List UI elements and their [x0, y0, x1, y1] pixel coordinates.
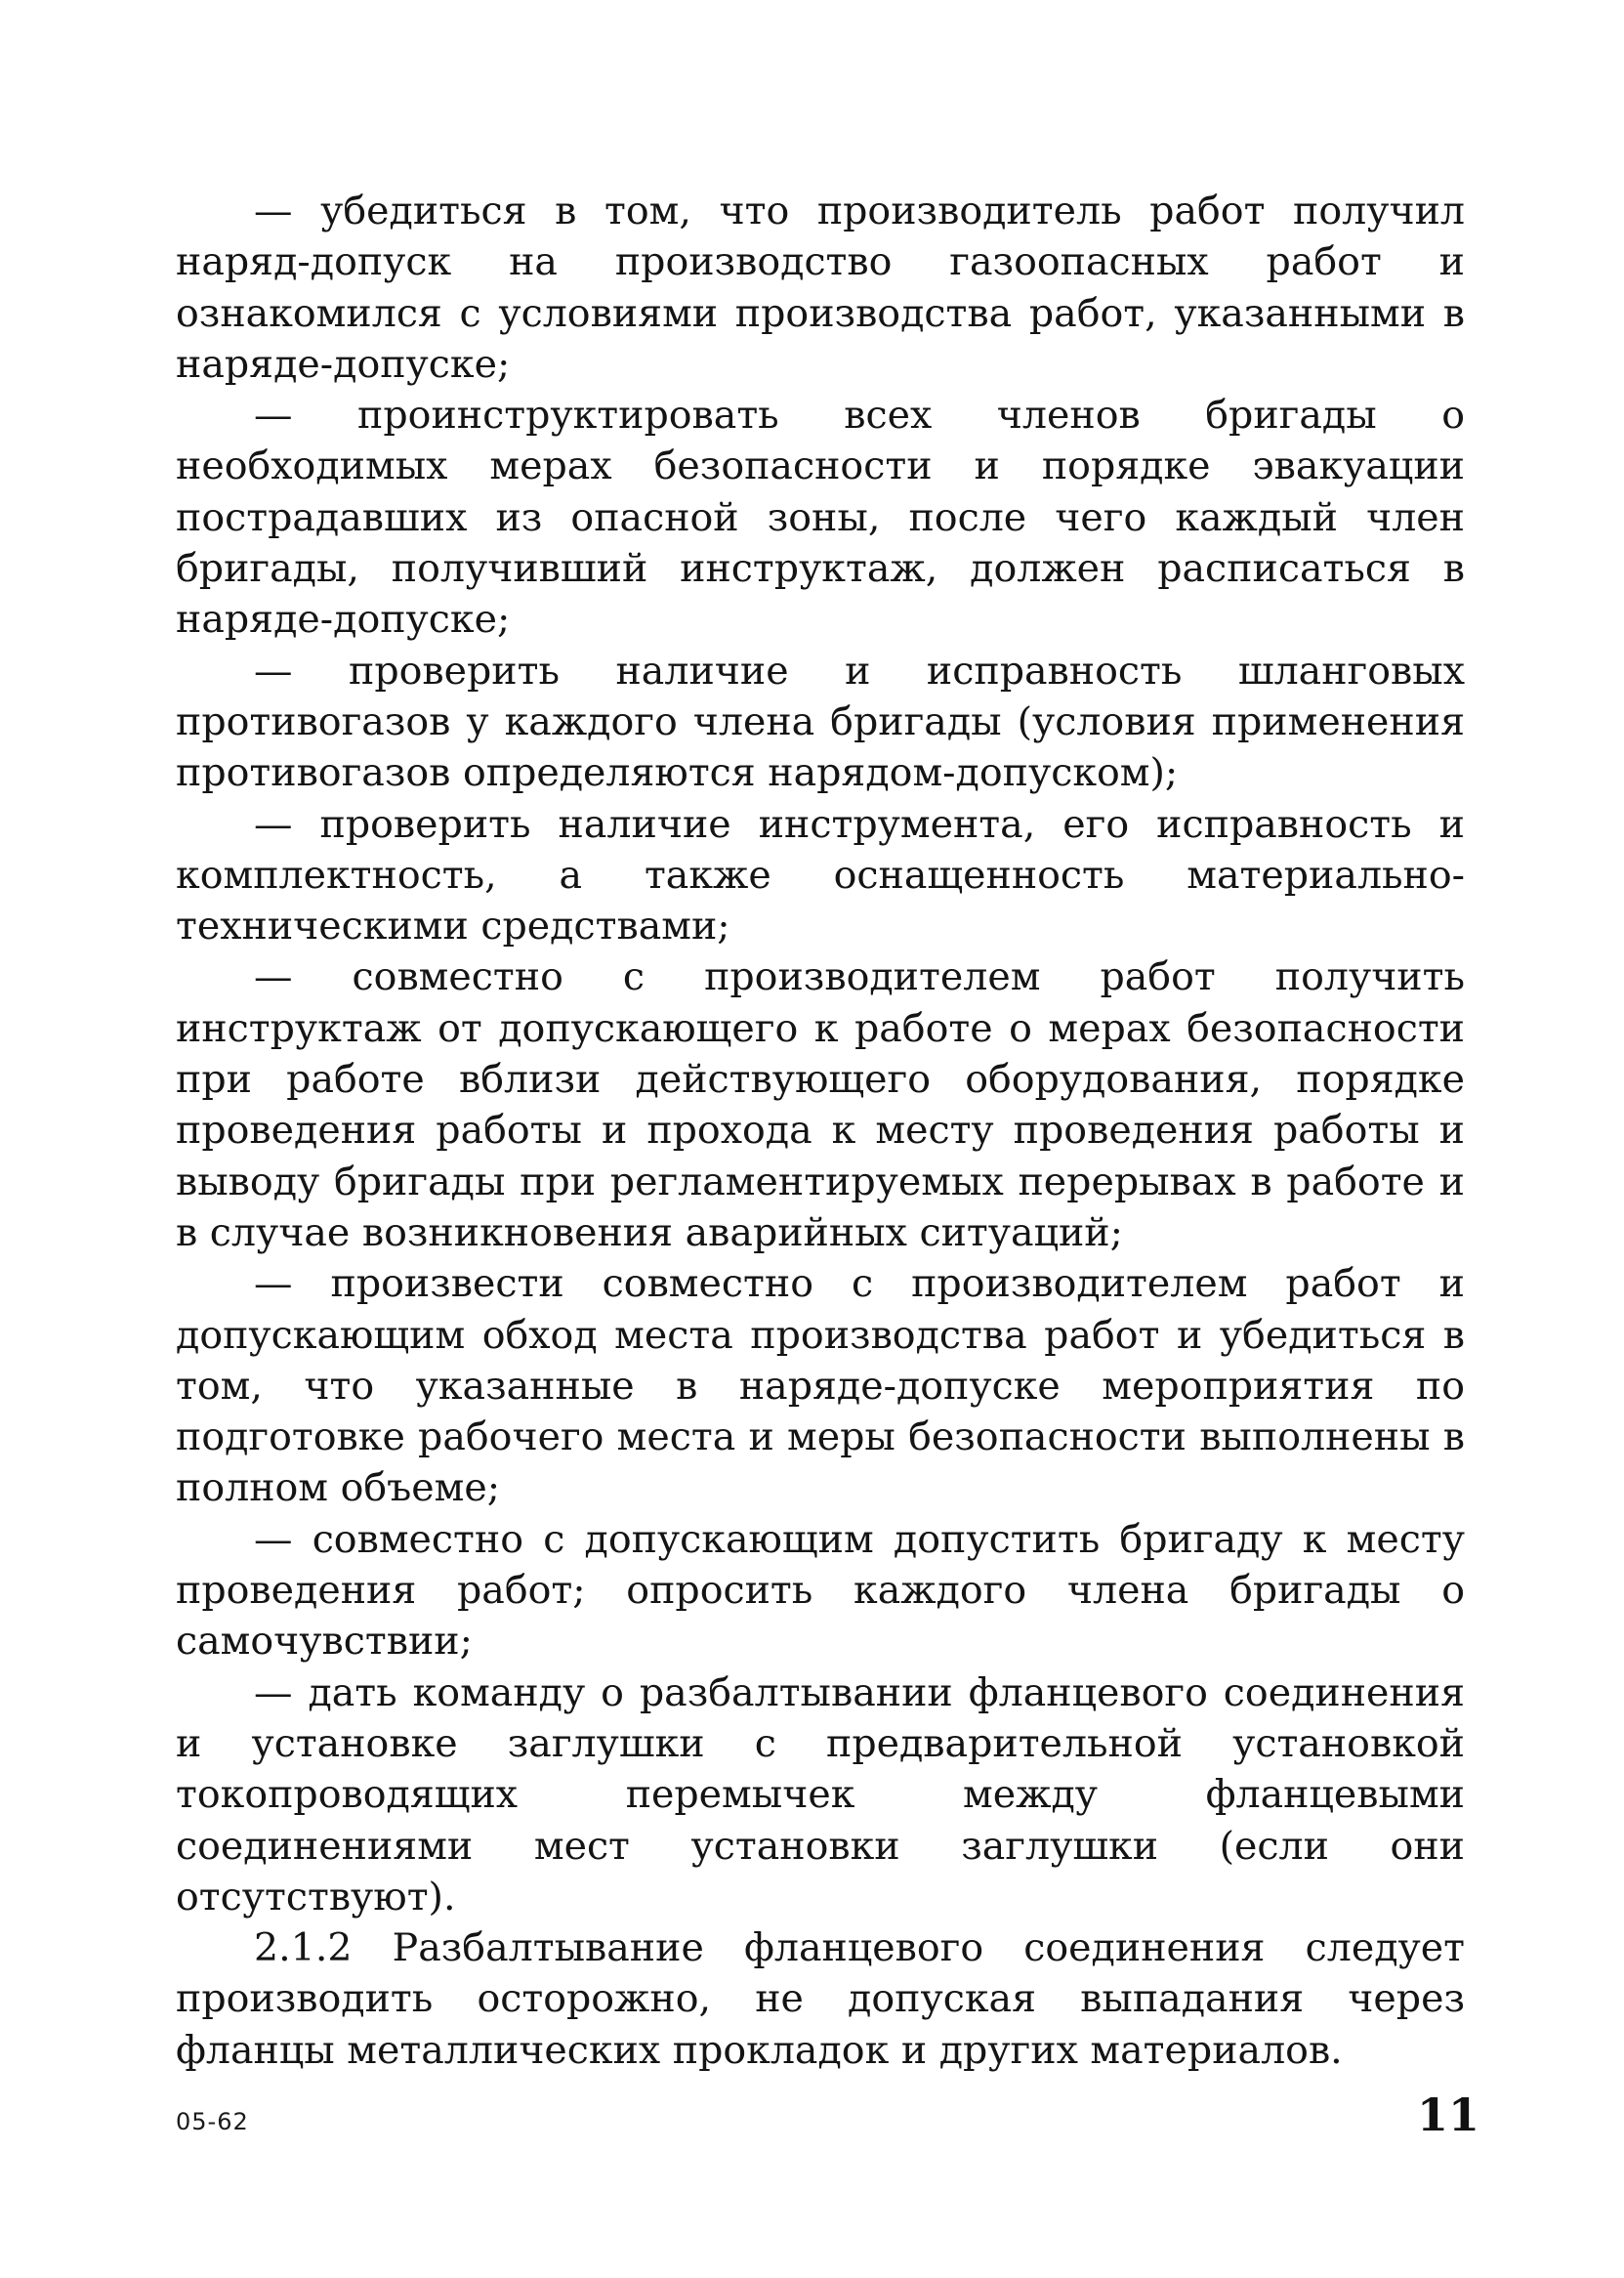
paragraph-2: — проинструктировать всех членов бригады о необходимых мерах безопасности и порядке эвакуации пострадавших из опасной зоны, после чего каждый член бригады, получивший инструктаж, должен расписаться в наряде-допуске;	[176, 393, 1465, 643]
paragraph-4: — проверить наличие инструмента, его исправность и комплектность, а также оснащенность материально-техническими средствами;	[176, 801, 1465, 949]
page-number: 11	[1416, 2088, 1479, 2141]
paragraph-7: — совместно с допускающим допустить бригаду к месту проведения работ; опросить каждого члена бригады о самочувствии;	[176, 1516, 1465, 1665]
paragraph-8: — дать команду о разбалтывании фланцевого соединения и установке заглушки с предварительной установкой токопроводящих перемычек между фланцевыми соединениями мест установки заглушки (если они отсутствуют).	[176, 1669, 1465, 1919]
footer-code: 05-62	[176, 2108, 249, 2135]
paragraph-1: — убедиться в том, что производитель работ получил наряд-допуск на производство газоопасных работ и ознакомился с условиями производства работ, указанными в наряде-допуске;	[176, 189, 1465, 387]
paragraph-3: — проверить наличие и исправность шланговых противогазов у каждого члена бригады (условия применения противогазов определяются нарядом-допуском);	[176, 648, 1465, 796]
body-text	[176, 186, 1465, 2076]
paragraph-6: — произвести совместно с производителем работ и допускающим обход места производства работ и убедиться в том, что указанные в наряде-допуске мероприятия по подготовке рабочего места и меры безопасности выполнены в полном объеме;	[176, 1261, 1465, 1511]
paragraph-9: 2.1.2 Разбалтывание фланцевого соединения следует производить осторожно, не допуская выпадания через фланцы металлических прокладок и других материалов.	[176, 1925, 1465, 2073]
paragraph-5: — совместно с производителем работ получить инструктаж от допускающего к работе о мерах безопасности при работе вблизи действующего оборудования, порядке проведения работы и прохода к месту проведения работы и выводу бригады при регламентируемых перерывах в работе и в случае возникновения аварийных ситуаций;	[176, 954, 1465, 1255]
